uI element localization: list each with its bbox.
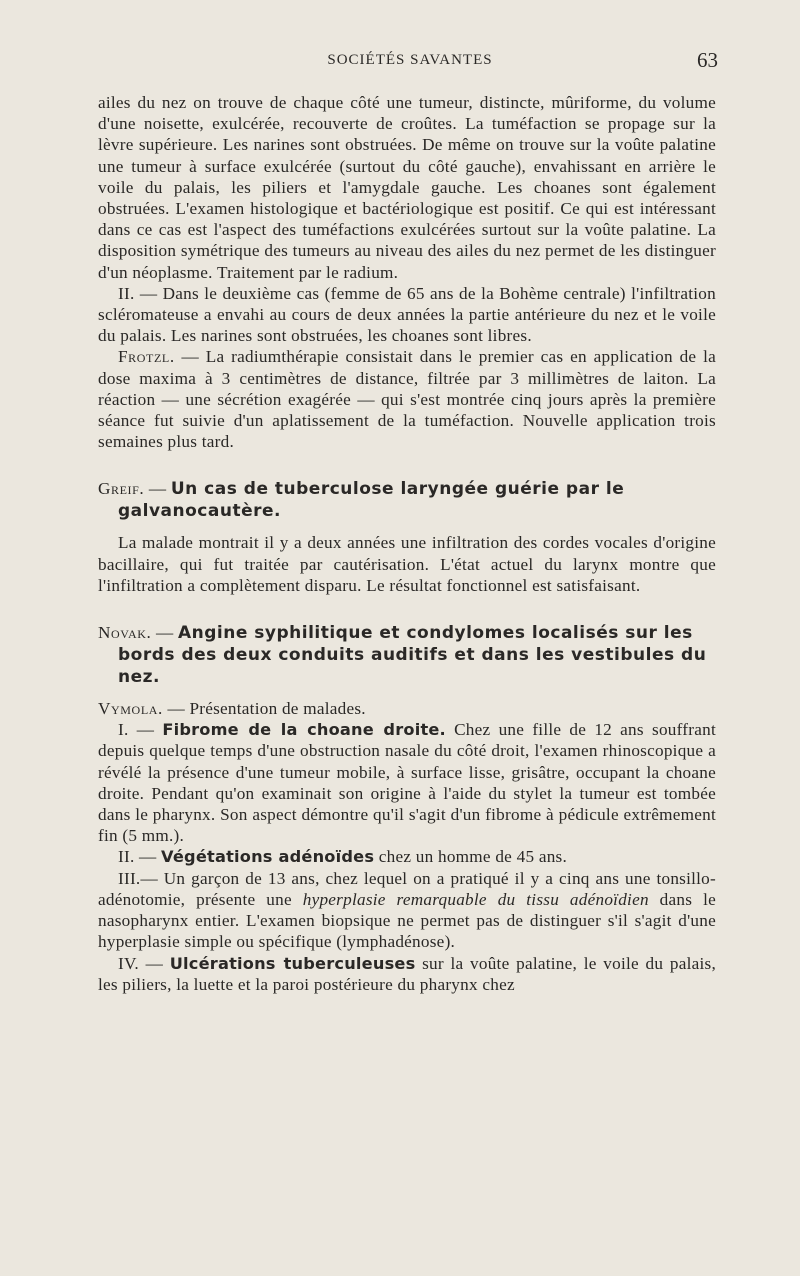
paragraph-case-two: II. — Dans le deuxième cas (femme de 65 ans de la Bohème centrale) l'infiltration scléromateuse a envahi au cours de deux années la partie antérieure du nez et le voile du palais. Les narines sont obstruées, les choanes sont libres.	[98, 283, 716, 346]
case-text: sur la voûte palatine, le voile du palais, les piliers, la luette et la paroi postérieure du pharynx chez	[98, 953, 717, 994]
separator: —	[151, 623, 178, 643]
case-item-1	[98, 719, 716, 846]
page-number: 63	[697, 48, 718, 72]
case-text: Chez une fille de 12 ans souffrant depuis quelque temps d'une obstruction nasale du côté droit, l'examen rhinoscopique a révélé la présence d'une tumeur mobile, à surface lisse, grisâtre, occupant la choane droite. Pendant qu'on examinait son origine à l'aide du stylet la tumeur est tombée dans le pharynx. Son aspect démontre qu'il s'agit d'un fibrome à pédicule extrêmement fin (5 mm.).	[98, 720, 716, 846]
case-item-3	[98, 868, 716, 953]
speaker-name: Greif.	[98, 479, 145, 499]
case-number: I. —	[118, 720, 163, 740]
paragraph-frotzl	[98, 346, 716, 452]
running-head: SOCIÉTÉS SAVANTES	[327, 52, 493, 68]
paragraph-text: — Présentation de malades.	[162, 699, 366, 719]
case-number: II. —	[118, 847, 162, 867]
speaker-name: Vymola.	[98, 699, 163, 719]
separator: —	[144, 479, 171, 499]
speaker-name: Novak.	[98, 623, 152, 643]
paragraph-vymola	[98, 698, 716, 719]
talk-title: Angine syphilitique et condylomes localisés sur les bords des deux conduits auditifs et dans les vestibules du nez.	[118, 623, 707, 688]
page-header	[100, 48, 720, 74]
case-item-2	[98, 846, 716, 867]
case-emphasis: hyperplasie remarquable du tissu adénoïdien	[302, 889, 649, 909]
speaker-name: Frotzl.	[118, 347, 175, 367]
case-text: chez un homme de 45 ans.	[374, 847, 568, 867]
talk-greif	[98, 478, 716, 522]
talk-novak	[98, 622, 716, 688]
talk-title: Un cas de tuberculose laryngée guérie par le galvanocautère.	[118, 479, 625, 522]
case-text: dans le nasopharynx entier. L'examen biopsique ne permet pas de distinguer s'il s'agit d'une hyperplasie simple ou spécifique (lymphadénose).	[98, 889, 716, 952]
case-text: III.— Un garçon de 13 ans, chez lequel on a pratiqué il y a cinq ans une tonsillo-adénotomie, présente une	[98, 868, 716, 909]
case-item-4	[98, 953, 716, 995]
case-number: IV. —	[118, 953, 170, 973]
paragraph-case-one-continued: ailes du nez on trouve de chaque côté une tumeur, distincte, mûriforme, du volume d'une noisette, exulcérée, recouverte de croûtes. La tuméfaction se propage sur la lèvre supérieure. Les narines sont obstruées. De même on trouve sur la voûte palatine une tumeur à surface exulcérée (surtout du côté gauche), envahissant en arrière le voile du palais, les piliers et l'amygdale gauche. Les choanes sont également obstruées. L'examen histologique et bactériologique est positif. Ce qui est intéressant dans ce cas est l'aspect des tuméfactions exulcérées surtout sur la voûte palatine. La disposition symétrique des tumeurs au niveau des ailes du nez permet de les distinguer d'un néoplasme. Traitement par le radium.	[98, 93, 716, 282]
page-body	[98, 92, 716, 995]
case-title: Fibrome de la choane droite.	[162, 720, 446, 740]
paragraph-text: — La radiumthérapie consistait dans le premier cas en application de la dose maxima à 3 centimètres de distance, filtrée par 3 millimètres de laiton. La réaction — une sécrétion exagérée — qui s'est montrée cinq jours après la première séance fut suivie d'un aplatissement de la tuméfaction. Nouvelle application trois semaines plus tard.	[98, 347, 716, 452]
case-title: Végétations adénoïdes	[161, 847, 375, 867]
case-title: Ulcérations tuberculeuses	[169, 953, 416, 973]
paragraph-greif: La malade montrait il y a deux années une infiltration des cordes vocales d'origine bacillaire, qui fut traitée par cautérisation. L'état actuel du larynx montre que l'infiltration a complètement disparu. Le résultat fonctionnel est satisfaisant.	[98, 533, 716, 595]
